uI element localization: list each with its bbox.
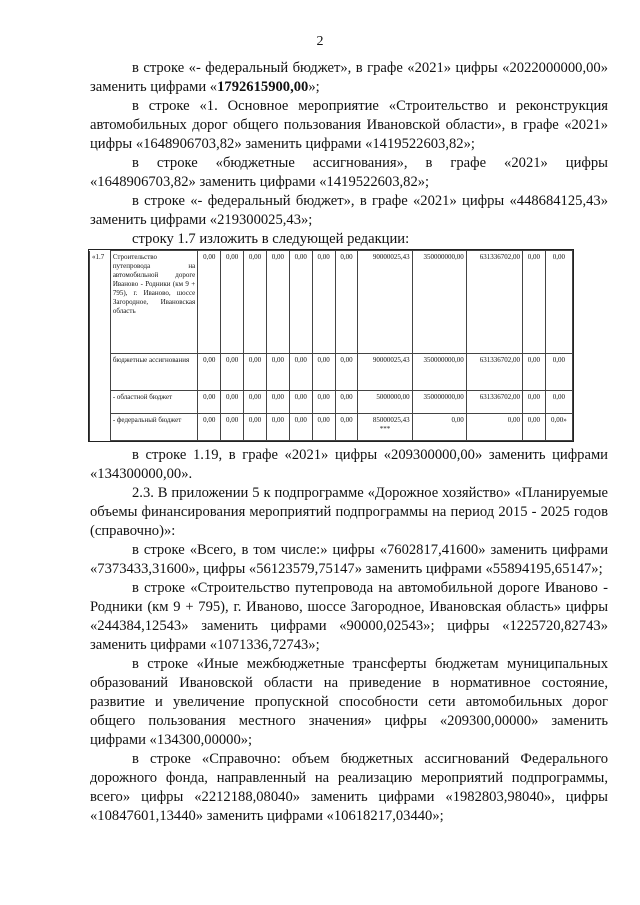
- paragraph-text: в строке «- федеральный бюджет», в графе «2021» цифры «448684125,43» заменить цифрами «219300025,43»;: [90, 193, 608, 228]
- table-cell-value-text: 90000025,43: [372, 253, 410, 261]
- table-cell-value-text: 0,00: [552, 253, 566, 261]
- table-cell-value: [522, 391, 545, 414]
- table-cell-description: Строительство путепровода на автомобильной дороге Иваново - Родники (км 9 + 795), г. Иваново, шоссе Загородное, Ивановская область: [110, 251, 197, 354]
- table-cell-value: [335, 251, 358, 354]
- table-cell-value-text: 0,00: [340, 356, 353, 364]
- table-cell-value-text: 0,00: [552, 393, 566, 401]
- table-cell-value-text: 0,00: [271, 416, 284, 424]
- table-cell-value: [289, 391, 312, 414]
- table-cell-value: [522, 414, 545, 441]
- table-cell-value: [244, 354, 267, 391]
- table-cell-value: [412, 251, 466, 354]
- page-number: 2: [316, 34, 324, 49]
- table-cell-value-text: 0,00: [552, 356, 566, 364]
- table-cell-value-text: 0,00: [203, 416, 216, 424]
- table-cell-value-text: 0,00»: [551, 416, 567, 424]
- table-cell-value: [266, 354, 289, 391]
- table-cell-value: [358, 414, 412, 441]
- table-cell-value-text: 85000025,43: [372, 416, 410, 424]
- paragraph-text: строку 1.7 изложить в следующей редакции:: [132, 231, 410, 247]
- table-cell-value: [221, 354, 244, 391]
- paragraph: [90, 154, 608, 192]
- paragraph-text: в строке «- федеральный бюджет», в графе «2021» цифры «2022000000,00» заменить цифрами «: [90, 60, 608, 95]
- table-row: [90, 354, 573, 391]
- table-row: [90, 391, 573, 414]
- table-cell-index: [90, 391, 111, 414]
- table-cell-value-text: 0,00: [527, 393, 540, 401]
- table-cell-value: [545, 354, 572, 391]
- table-cell-value-text: 0,00: [225, 393, 239, 401]
- table-cell-value-text: 0,00: [225, 416, 239, 424]
- table-cell-value-text: 0,00: [527, 356, 540, 364]
- table-cell-value-text: 90000025,43: [372, 356, 410, 364]
- paragraph: [90, 579, 608, 655]
- table-cell-index: «1.7: [90, 251, 111, 354]
- financing-table-wrapper: [88, 249, 574, 442]
- table-cell-value: [312, 391, 335, 414]
- table-cell-value-text: 0,00: [225, 356, 239, 364]
- paragraph-text: в строке 1.19, в графе «2021» цифры «209300000,00» заменить цифрами «134300000,00».: [90, 447, 608, 482]
- paragraph-text: 2.3. В приложении 5 к подпрограмме «Дорожное хозяйство» «Планируемые объемы финансирования мероприятий подпрограммы на период 2015 - 2025 годов (справочно)»:: [90, 485, 608, 539]
- paragraph: [90, 750, 608, 826]
- document-body: [90, 59, 608, 826]
- table-cell-value: [358, 251, 412, 354]
- table-cell-value: [289, 354, 312, 391]
- table-cell-value-text: 0,00: [203, 356, 216, 364]
- paragraphs-after-table: [90, 446, 608, 826]
- table-row: [90, 414, 573, 441]
- table-cell-value: [335, 354, 358, 391]
- table-cell-value-text: 0,00: [248, 356, 262, 364]
- table-cell-value: [244, 391, 267, 414]
- paragraph: [90, 230, 608, 249]
- table-cell-value: [198, 414, 221, 441]
- table-cell-value-text: 0,00: [527, 253, 540, 261]
- table-cell-value-text: 0,00: [340, 416, 353, 424]
- paragraph: [90, 484, 608, 541]
- table-cell-value-text: 0,00: [317, 253, 330, 261]
- table-cell-value-text: 350000000,00: [423, 393, 464, 401]
- table-cell-value: [289, 251, 312, 354]
- table-cell-value: [312, 414, 335, 441]
- paragraph: [90, 446, 608, 484]
- table-cell-value-text: 0,00: [451, 416, 464, 424]
- paragraphs-before-table: [90, 59, 608, 249]
- paragraph: [90, 59, 608, 97]
- table-cell-value-text: 0,00: [294, 253, 307, 261]
- paragraph: [90, 541, 608, 579]
- table-cell-value: [335, 391, 358, 414]
- table-cell-value-text: 0,00: [527, 416, 540, 424]
- table-cell-value-text: 0,00: [203, 393, 216, 401]
- table-cell-value: [358, 391, 412, 414]
- table-cell-value-text: 0,00: [317, 393, 330, 401]
- table-cell-index: [90, 414, 111, 441]
- table-cell-value: [466, 251, 522, 354]
- table-cell-value: [335, 414, 358, 441]
- table-cell-value-text: 0,00: [294, 393, 307, 401]
- table-cell-value-text: 0,00: [271, 253, 284, 261]
- table-cell-value-text: 0,00: [248, 393, 262, 401]
- table-cell-description: - федеральный бюджет: [110, 414, 197, 441]
- table-cell-value-text: 350000000,00: [423, 356, 464, 364]
- table-cell-value: [522, 251, 545, 354]
- table-cell-value: [221, 251, 244, 354]
- table-cell-value: [466, 354, 522, 391]
- table-cell-value: [221, 414, 244, 441]
- table-cell-value-text: 0,00: [340, 253, 353, 261]
- table-cell-value: [358, 354, 412, 391]
- table-cell-value-text: 631336702,00: [479, 393, 520, 401]
- table-row: [90, 251, 573, 354]
- table-cell-value: [244, 251, 267, 354]
- table-cell-value: [522, 354, 545, 391]
- table-cell-value-text: 0,00: [248, 253, 262, 261]
- table-cell-value: [198, 251, 221, 354]
- table-cell-value-text: 0,00: [317, 356, 330, 364]
- table-cell-description: - областной бюджет: [110, 391, 197, 414]
- paragraph-text: »;: [308, 79, 320, 95]
- table-cell-value: [221, 391, 244, 414]
- paragraph-text: в строке «Справочно: объем бюджетных ассигнований Федерального дорожного фонда, направленный на реализацию мероприятий подпрограммы, всего» цифры «2212188,08040» заменить цифрами «1982803,98040», цифры «10847601,13440» заменить цифрами «10618217,03440»;: [90, 751, 608, 824]
- table-cell-value: [412, 391, 466, 414]
- table-cell-value: [312, 251, 335, 354]
- paragraph-text: в строке «Всего, в том числе:» цифры «7602817,41600» заменить цифрами «7373433,31600», цифры «56123579,75147» заменить цифрами «55894195,65147»;: [90, 542, 608, 577]
- table-cell-description: бюджетные ассигнования: [110, 354, 197, 391]
- table-cell-value-text: 0,00: [294, 356, 307, 364]
- table-cell-value: [545, 391, 572, 414]
- table-cell-value-text: 0,00: [271, 393, 284, 401]
- table-cell-value: [545, 251, 572, 354]
- table-cell-value-text: 631336702,00: [479, 253, 520, 261]
- table-cell-value-text: 0,00: [317, 416, 330, 424]
- table-cell-value: [244, 414, 267, 441]
- table-cell-value-text: 0,00: [294, 416, 307, 424]
- table-cell-value: [266, 414, 289, 441]
- table-cell-value-text: 0,00: [248, 416, 262, 424]
- table-cell-value-text: 5000000,00: [376, 393, 410, 401]
- table-cell-value: [466, 414, 522, 441]
- financing-table: [89, 250, 573, 441]
- table-cell-value: [466, 391, 522, 414]
- paragraph-text: в строке «1. Основное мероприятие «Строительство и реконструкция автомобильных дорог общего пользования Ивановской области», в графе «2021» цифры «1648906703,82» заменить цифрами «1419522603,82»;: [90, 98, 608, 152]
- table-cell-value: [545, 414, 572, 441]
- table-cell-value: [266, 391, 289, 414]
- table-cell-value-text: 631336702,00: [479, 356, 520, 364]
- paragraph: [90, 97, 608, 154]
- table-cell-value-text: 0,00: [340, 393, 353, 401]
- table-cell-value: [312, 354, 335, 391]
- table-cell-value-text: 0,00: [203, 253, 216, 261]
- table-cell-index: [90, 354, 111, 391]
- table-cell-value-text: 350000000,00: [423, 253, 464, 261]
- paragraph-text-bold: 1792615900,00: [217, 79, 309, 95]
- table-cell-value: [266, 251, 289, 354]
- table-cell-value: [412, 354, 466, 391]
- table-cell-note: ***: [379, 425, 391, 433]
- paragraph: [90, 192, 608, 230]
- table-cell-value-text: 0,00: [507, 416, 520, 424]
- paragraph-text: в строке «Строительство путепровода на автомобильной дороге Иваново - Родники (км 9 + 795), г. Иваново, шоссе Загородное, Ивановская область» цифры «244384,12543» заменить цифрами «90000,02543»; цифры «1225720,82743» заменить цифрами «1071336,72743»;: [90, 580, 608, 653]
- table-cell-value-text: 0,00: [271, 356, 284, 364]
- paragraph: [90, 655, 608, 750]
- table-cell-value: [198, 391, 221, 414]
- paragraph-text: в строке «Иные межбюджетные трансферты бюджетам муниципальных образований Ивановской области на приведение в нормативное состояние, развитие и увеличение пропускной способности сети автомобильных дорог общего пользования местного значения» цифры «209300,00000» заменить цифрами «134300,00000»;: [90, 656, 608, 748]
- table-cell-value: [289, 414, 312, 441]
- table-cell-value-text: 0,00: [225, 253, 239, 261]
- table-cell-value: [412, 414, 466, 441]
- table-cell-value: [198, 354, 221, 391]
- paragraph-text: в строке «бюджетные ассигнования», в графе «2021» цифры «1648906703,82» заменить цифрами «1419522603,82»;: [90, 155, 608, 190]
